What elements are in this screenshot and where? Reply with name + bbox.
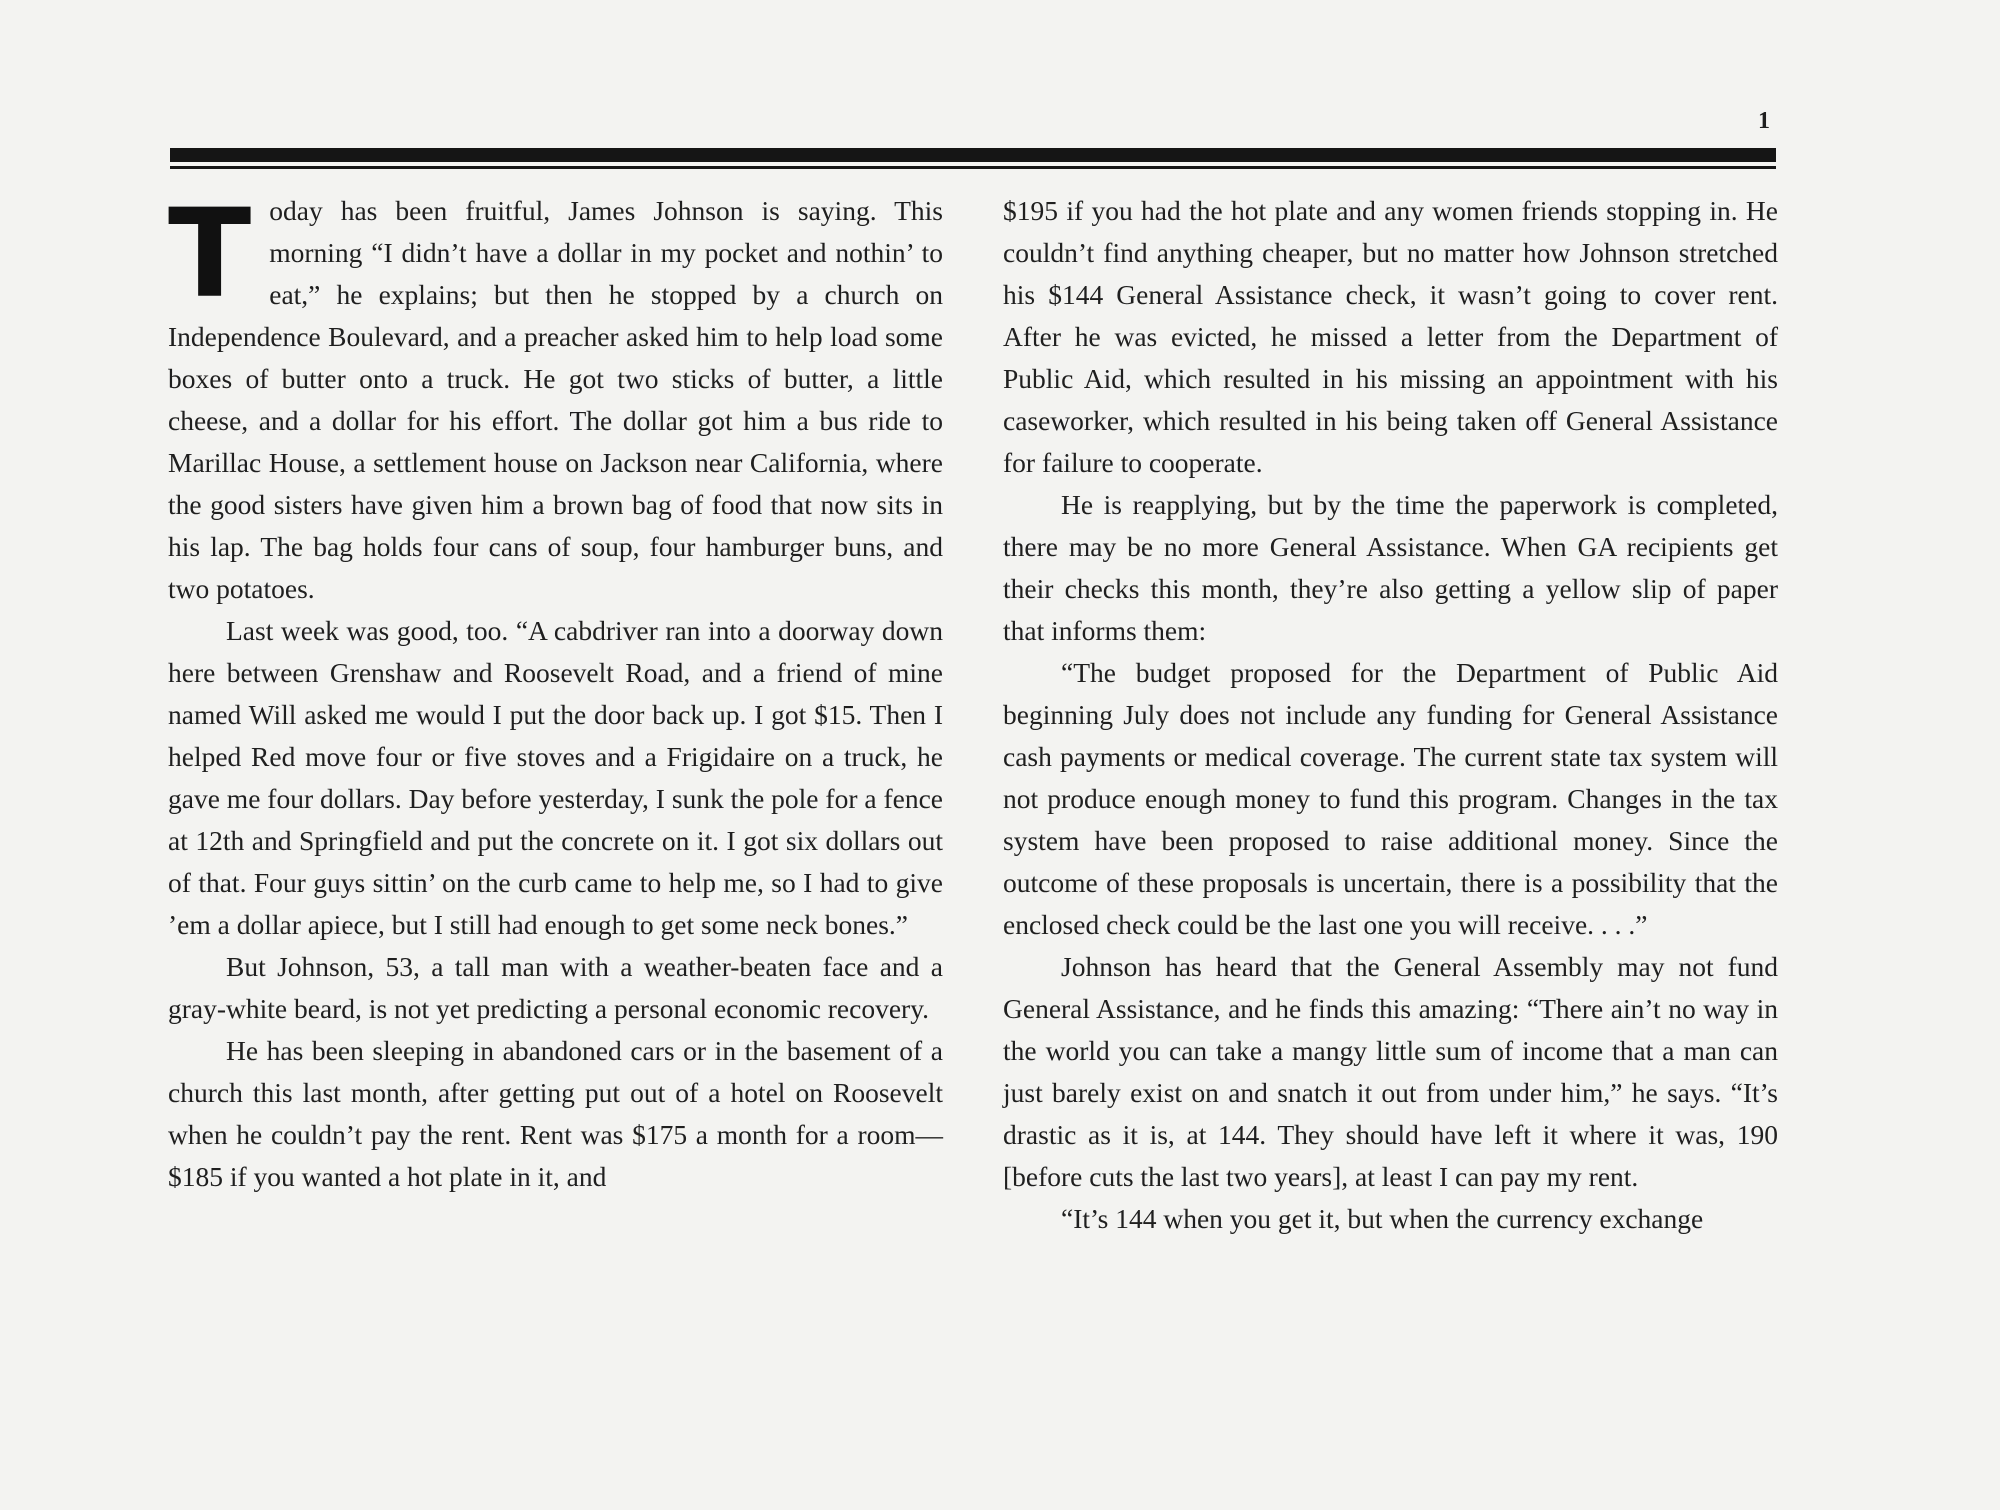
paragraph: He is reapplying, but by the time the paperwork is completed, there may be no more General Assistance. When GA recipients get their checks this month, they’re also getting a yellow slip of paper that informs them: <box>1003 489 1778 646</box>
paragraph: He has been sleeping in abandoned cars or in the basement of a church this last month, after getting put out of a hotel on Roosevelt when he couldn’t pay the rent. Rent was $175 a month for a room—$185 if you wanted a hot plate in it, and <box>168 1035 943 1192</box>
right-column <box>1003 190 1778 1240</box>
paragraph: oday has been fruitful, James Johnson is saying. This morning “I didn’t have a dollar in my pocket and nothin’ to eat,” he explains; but then he stopped by a church on Independence Boulevard, and a preacher asked him to help load some boxes of butter onto a truck. He got two sticks of butter, a little cheese, and a dollar for his effort. The dollar got him a bus ride to Marillac House, a settlement house on Jackson near California, where the good sisters have given him a brown bag of food that now sits in his lap. The bag holds four cans of soup, four hamburger buns, and two potatoes. <box>168 195 943 604</box>
paragraph: Last week was good, too. “A cabdriver ran into a doorway down here between Grenshaw and Roosevelt Road, and a friend of mine named Will asked me would I put the door back up. I got $15. Then I helped Red move four or five stoves and a Frigidaire on a truck, he gave me four dollars. Day before yesterday, I sunk the pole for a fence at 12th and Springfield and put the concrete on it. I got six dollars out of that. Four guys sittin’ on the curb came to help me, so I had to give ’em a dollar apiece, but I still had enough to get some neck bones.” <box>168 615 943 940</box>
paragraph: Johnson has heard that the General Assembly may not fund General Assistance, and he finds this amazing: “There ain’t no way in the world you can take a mangy little sum of income that a man can just barely exist on and snatch it out from under him,” he says. “It’s drastic as it is, at 144. They should have left it where it was, 190 [before cuts the last two years], at least I can pay my rent. <box>1003 951 1778 1192</box>
paragraph: “The budget proposed for the Department of Public Aid beginning July does not include any funding for General Assistance cash payments or medical coverage. The current state tax system will not produce enough money to fund this program. Changes in the tax system have been proposed to raise additional money. Since the outcome of these proposals is uncertain, there is a possibility that the enclosed check could be the last one you will receive. . . .” <box>1003 657 1778 940</box>
page-number: 1 <box>1758 108 1770 134</box>
paragraph: But Johnson, 53, a tall man with a weather-beaten face and a gray-white beard, is not yet predicting a personal economic recovery. <box>168 951 943 1024</box>
header-rule-thin <box>170 166 1776 169</box>
drop-cap: T <box>168 183 252 325</box>
header-rule-thick <box>170 148 1776 162</box>
paragraph: $195 if you had the hot plate and any women friends stopping in. He couldn’t find anything cheaper, but no matter how Johnson stretched his $144 General Assistance check, it wasn’t going to cover rent. After he was evicted, he missed a letter from the Department of Public Aid, which resulted in his missing an appointment with his caseworker, which resulted in his being taken off General Assistance for failure to cooperate. <box>1003 195 1778 478</box>
left-column <box>168 183 943 1198</box>
paragraph: “It’s 144 when you get it, but when the currency exchange <box>1061 1203 1704 1234</box>
